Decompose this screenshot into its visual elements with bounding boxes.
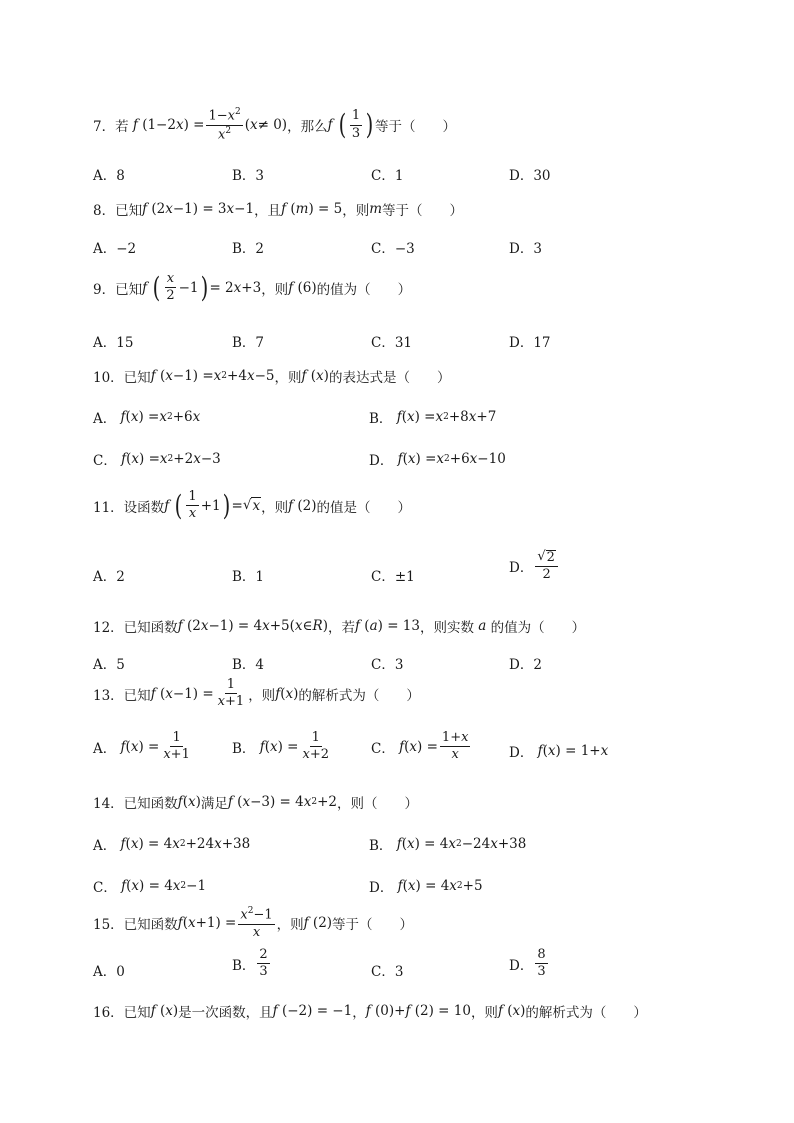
- question-15: 15．已知函数 f ( x +1) = $\frac{x^2-1}{x}$ ，则 f (2) 等于（ ）: [93, 906, 414, 940]
- q12-end: 的值为（ ）: [490, 620, 586, 636]
- q11-end: 的值是（ ）: [316, 499, 412, 516]
- q8-end: 等于（ ）: [382, 203, 464, 219]
- q8-tail2: ，则: [342, 203, 370, 219]
- q7-option-d[interactable]: D．30: [509, 168, 551, 184]
- q10-option-c[interactable]: C． f ( x ) = x 2 +2 x −3: [93, 451, 221, 469]
- question-16: 16．已知 f ( x ) 是一次函数，且 f (−2) = −1 ， f (0)+ f (2) = 10 ，则 f ( x ) 的解析式为（ ）: [93, 1003, 647, 1021]
- q12-option-c[interactable]: C．3: [371, 657, 404, 673]
- q15-prefix: 15．已知函数: [93, 917, 178, 934]
- q12-tail2: ，则实数: [419, 620, 474, 636]
- q13-prefix: 13．已知: [93, 687, 151, 704]
- q13-option-b[interactable]: B． f ( x ) = $\frac{1}{x+2}$: [232, 730, 330, 763]
- q14-prefix: 14．已知函数: [93, 796, 178, 812]
- q9-option-c[interactable]: C．31: [371, 335, 413, 351]
- question-10: 10．已知 f ( x −1) = x 2 +4 x −5 ，则 f ( x ) 的表达式是（ ）: [93, 368, 451, 386]
- q7-option-b[interactable]: B．3: [232, 168, 265, 184]
- q9-prefix: 9．已知: [93, 281, 143, 298]
- question-12: 12．已知函数 f (2 x −1) = 4 x +5( x ∈ R ) ，若 f ( a ) = 13 ，则实数 a 的值为（ ）: [93, 618, 586, 636]
- question-8: 8．已知 f (2 x −1) = 3 x −1 ，且 f ( m ) = 5 ，则 m 等于（ ）: [93, 201, 464, 219]
- q15-option-a[interactable]: A．0: [93, 964, 125, 980]
- q11-option-c[interactable]: C．±1: [371, 569, 415, 585]
- q10-option-b[interactable]: B． f ( x ) = x 2 +8 x +7: [369, 409, 497, 427]
- question-9: 9．已知 f ( $\frac{x}{2}$ −1 ) = 2 x +3 ，则 f (6) 的值为（ ）: [93, 270, 412, 304]
- q7-option-a[interactable]: A．8: [93, 168, 125, 184]
- q11-tail: ，则: [261, 499, 289, 516]
- q15-end: 等于（ ）: [332, 917, 414, 934]
- q10-tail: ，则: [274, 370, 302, 386]
- q15-option-c[interactable]: C．3: [371, 964, 404, 980]
- q10-prefix: 10．已知: [93, 370, 151, 386]
- q11-prefix: 11．设函数: [93, 499, 165, 516]
- question-11: 11．设函数 f ( $\frac{1}{x}$ +1 ) = √ x ，则 f (2) 的值是（ ）: [93, 488, 412, 522]
- q12-tail1: ，若: [328, 620, 355, 636]
- q8-tail1: ，且: [254, 203, 282, 219]
- q8-option-b[interactable]: B．2: [232, 241, 265, 257]
- q12-option-d[interactable]: D．2: [509, 657, 542, 673]
- q10-option-d[interactable]: D． f ( x ) = x 2 +6 x −10: [369, 451, 506, 469]
- q15-tail: ，则: [276, 917, 304, 934]
- q16-mid2: ，: [352, 1005, 366, 1021]
- q14-option-b[interactable]: B． f ( x ) = 4 x 2 −24 x +38: [369, 836, 527, 854]
- question-14: 14．已知函数 f ( x ) 满足 f ( x −3) = 4 x 2 +2 ，则（ ）: [93, 794, 418, 812]
- q7-option-c[interactable]: C．1: [371, 168, 404, 184]
- q16-mid1: 是一次函数，且: [178, 1005, 273, 1021]
- q9-option-b[interactable]: B．7: [232, 335, 265, 351]
- q9-option-d[interactable]: D．17: [509, 335, 551, 351]
- q9-end: 的值为（ ）: [316, 281, 412, 298]
- q11-option-b[interactable]: B．1: [232, 569, 265, 585]
- q8-option-d[interactable]: D．3: [509, 241, 542, 257]
- q10-option-a[interactable]: A． f ( x ) = x 2 +6 x: [93, 409, 201, 427]
- q11-option-d[interactable]: D． √ 2 2: [509, 550, 560, 583]
- q8-prefix: 8．已知: [93, 203, 143, 219]
- q13-option-d[interactable]: D． f ( x ) = 1+ x: [509, 743, 609, 761]
- q11-option-a[interactable]: A．2: [93, 569, 125, 585]
- q7-end: 等于（ ）: [375, 119, 457, 136]
- q7-tail: ，那么: [287, 119, 328, 136]
- q14-end: ，则（ ）: [337, 796, 418, 812]
- question-13: 13．已知 f ( x −1) = $\frac{1}{x+1}$ ，则 f ( x ) 的解析式为（ ）: [93, 677, 420, 710]
- q14-option-c[interactable]: C． f ( x ) = 4 x 2 −1: [93, 878, 207, 896]
- q7-prefix: 7．若: [93, 119, 129, 136]
- q15-option-b[interactable]: B． $\frac{2}{3}$: [232, 947, 268, 980]
- q12-option-a[interactable]: A．5: [93, 657, 125, 673]
- q10-end: 的表达式是（ ）: [328, 370, 451, 386]
- q12-prefix: 12．已知函数: [93, 620, 178, 636]
- q13-tail: ，则: [248, 687, 276, 704]
- q15-option-d[interactable]: D． $\frac{8}{3}$: [509, 947, 546, 980]
- q8-option-a[interactable]: A．−2: [93, 241, 137, 257]
- q9-option-a[interactable]: A．15: [93, 335, 134, 351]
- q8-option-c[interactable]: C．−3: [371, 241, 415, 257]
- q9-tail: ，则: [261, 281, 289, 298]
- q13-option-a[interactable]: A． f ( x ) = $\frac{1}{x+1}$: [93, 730, 190, 763]
- q13-end: 的解析式为（ ）: [298, 687, 420, 704]
- q16-prefix: 16．已知: [93, 1005, 151, 1021]
- q14-option-d[interactable]: D． f ( x ) = 4 x 2 +5: [369, 878, 483, 896]
- q16-mid3: ，则: [470, 1005, 498, 1021]
- question-7: 7．若 f (1−2 x ) = $\frac{1-x^2}{x^2}$ ( x ≠ 0) ，那么 f ( $\frac{1}{3}$ ) 等于（ ）: [93, 107, 457, 142]
- q14-option-a[interactable]: A． f ( x ) = 4 x 2 +24 x +38: [93, 836, 251, 854]
- q14-mid: 满足: [200, 796, 228, 812]
- q13-option-c[interactable]: C． f ( x ) = $\frac{1+x}{x}$: [371, 730, 469, 763]
- q12-option-b[interactable]: B．4: [232, 657, 265, 673]
- q16-end: 的解析式为（ ）: [525, 1005, 647, 1021]
